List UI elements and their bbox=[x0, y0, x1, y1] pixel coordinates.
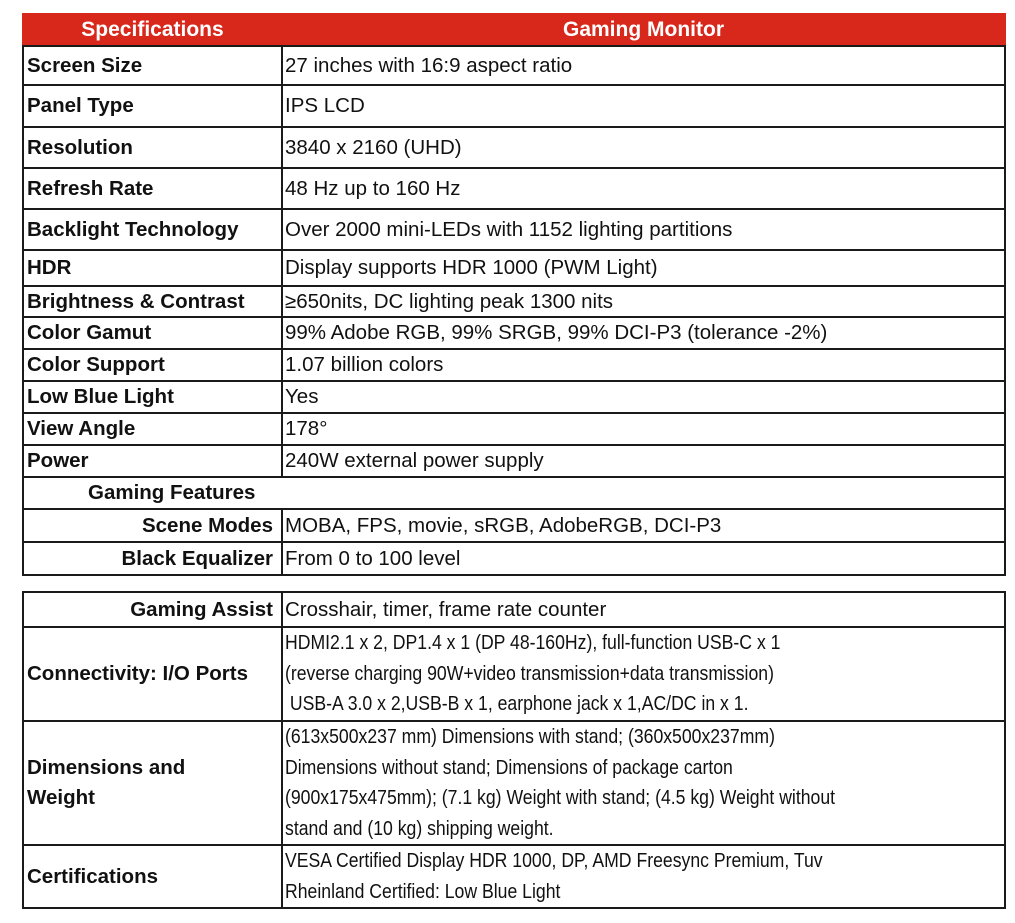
row-label: Black Equalizer bbox=[23, 542, 282, 575]
value-line: HDMI2.1 x 2, DP1.4 x 1 (DP 48-160Hz), full-function USB-C x 1 bbox=[285, 631, 781, 655]
table-row bbox=[23, 250, 1005, 286]
row-value: 99% Adobe RGB, 99% SRGB, 99% DCI-P3 (tolerance -2%) bbox=[282, 317, 1005, 349]
row-value: 240W external power supply bbox=[282, 445, 1005, 477]
row-label: Backlight Technology bbox=[23, 209, 282, 250]
specifications-table bbox=[22, 13, 1006, 576]
label-line: Weight bbox=[27, 786, 95, 809]
row-label: Power bbox=[23, 445, 282, 477]
row-label: Certifications bbox=[23, 845, 282, 908]
table-row bbox=[23, 209, 1005, 250]
row-label bbox=[23, 721, 282, 845]
header-specifications: Specifications bbox=[23, 14, 282, 46]
table-row-dimensions bbox=[23, 721, 1005, 845]
table-row bbox=[23, 286, 1005, 317]
table-row bbox=[23, 85, 1005, 127]
table-row bbox=[23, 381, 1005, 413]
row-value: 27 inches with 16:9 aspect ratio bbox=[282, 46, 1005, 85]
row-label: Color Gamut bbox=[23, 317, 282, 349]
additional-specifications-table bbox=[22, 591, 1006, 909]
table-row bbox=[23, 168, 1005, 209]
row-label: Screen Size bbox=[23, 46, 282, 85]
table-row bbox=[23, 127, 1005, 168]
row-value bbox=[282, 845, 1005, 908]
value-line: Dimensions without stand; Dimensions of package carton bbox=[285, 755, 733, 779]
section-row-gaming-features bbox=[23, 477, 1005, 509]
value-line: VESA Certified Display HDR 1000, DP, AMD Freesync Premium, Tuv bbox=[285, 849, 823, 872]
row-value: Crosshair, timer, frame rate counter bbox=[282, 592, 1005, 627]
table-row bbox=[23, 592, 1005, 627]
table-row bbox=[23, 349, 1005, 381]
row-value: From 0 to 100 level bbox=[282, 542, 1005, 575]
table-row-connectivity bbox=[23, 627, 1005, 721]
row-label: Color Support bbox=[23, 349, 282, 381]
value-line: (613x500x237 mm) Dimensions with stand; (360x500x237mm) bbox=[285, 725, 775, 748]
row-value bbox=[282, 721, 1005, 845]
row-value: Over 2000 mini-LEDs with 1152 lighting partitions bbox=[282, 209, 1005, 250]
row-label: Refresh Rate bbox=[23, 168, 282, 209]
row-value bbox=[282, 627, 1005, 721]
row-label: HDR bbox=[23, 250, 282, 286]
row-value: 3840 x 2160 (UHD) bbox=[282, 127, 1005, 168]
row-value: IPS LCD bbox=[282, 85, 1005, 127]
table-row bbox=[23, 46, 1005, 85]
table-row-certifications bbox=[23, 845, 1005, 908]
table-row bbox=[23, 317, 1005, 349]
section-title: Gaming Features bbox=[23, 477, 1005, 509]
header-gaming-monitor: Gaming Monitor bbox=[282, 14, 1005, 46]
row-label: Gaming Assist bbox=[23, 592, 282, 627]
row-label: View Angle bbox=[23, 413, 282, 445]
value-line: (900x175x475mm); (7.1 kg) Weight with stand; (4.5 kg) Weight without bbox=[285, 786, 836, 809]
value-line: stand and (10 kg) shipping weight. bbox=[285, 816, 554, 840]
row-label: Connectivity: I/O Ports bbox=[23, 627, 282, 721]
row-label: Panel Type bbox=[23, 85, 282, 127]
row-label: Scene Modes bbox=[23, 509, 282, 542]
table-row bbox=[23, 413, 1005, 445]
table-row bbox=[23, 542, 1005, 575]
row-value: ≥650nits, DC lighting peak 1300 nits bbox=[282, 286, 1005, 317]
row-value: 48 Hz up to 160 Hz bbox=[282, 168, 1005, 209]
row-value: 178° bbox=[282, 413, 1005, 445]
row-label: Brightness & Contrast bbox=[23, 286, 282, 317]
row-value: Display supports HDR 1000 (PWM Light) bbox=[282, 250, 1005, 286]
value-line: (reverse charging 90W+video transmission+data transmission) bbox=[285, 661, 774, 685]
row-value: MOBA, FPS, movie, sRGB, AdobeRGB, DCI-P3 bbox=[282, 509, 1005, 542]
table-row bbox=[23, 445, 1005, 477]
label-line: Dimensions and bbox=[27, 756, 186, 779]
table-header-row bbox=[23, 14, 1005, 46]
table-row bbox=[23, 509, 1005, 542]
value-line: Rheinland Certified: Low Blue Light bbox=[285, 879, 561, 903]
value-line: USB-A 3.0 x 2,USB-B x 1, earphone jack x 1,AC/DC in x 1. bbox=[285, 692, 749, 716]
row-value: Yes bbox=[282, 381, 1005, 413]
row-label: Resolution bbox=[23, 127, 282, 168]
row-value: 1.07 billion colors bbox=[282, 349, 1005, 381]
row-label: Low Blue Light bbox=[23, 381, 282, 413]
